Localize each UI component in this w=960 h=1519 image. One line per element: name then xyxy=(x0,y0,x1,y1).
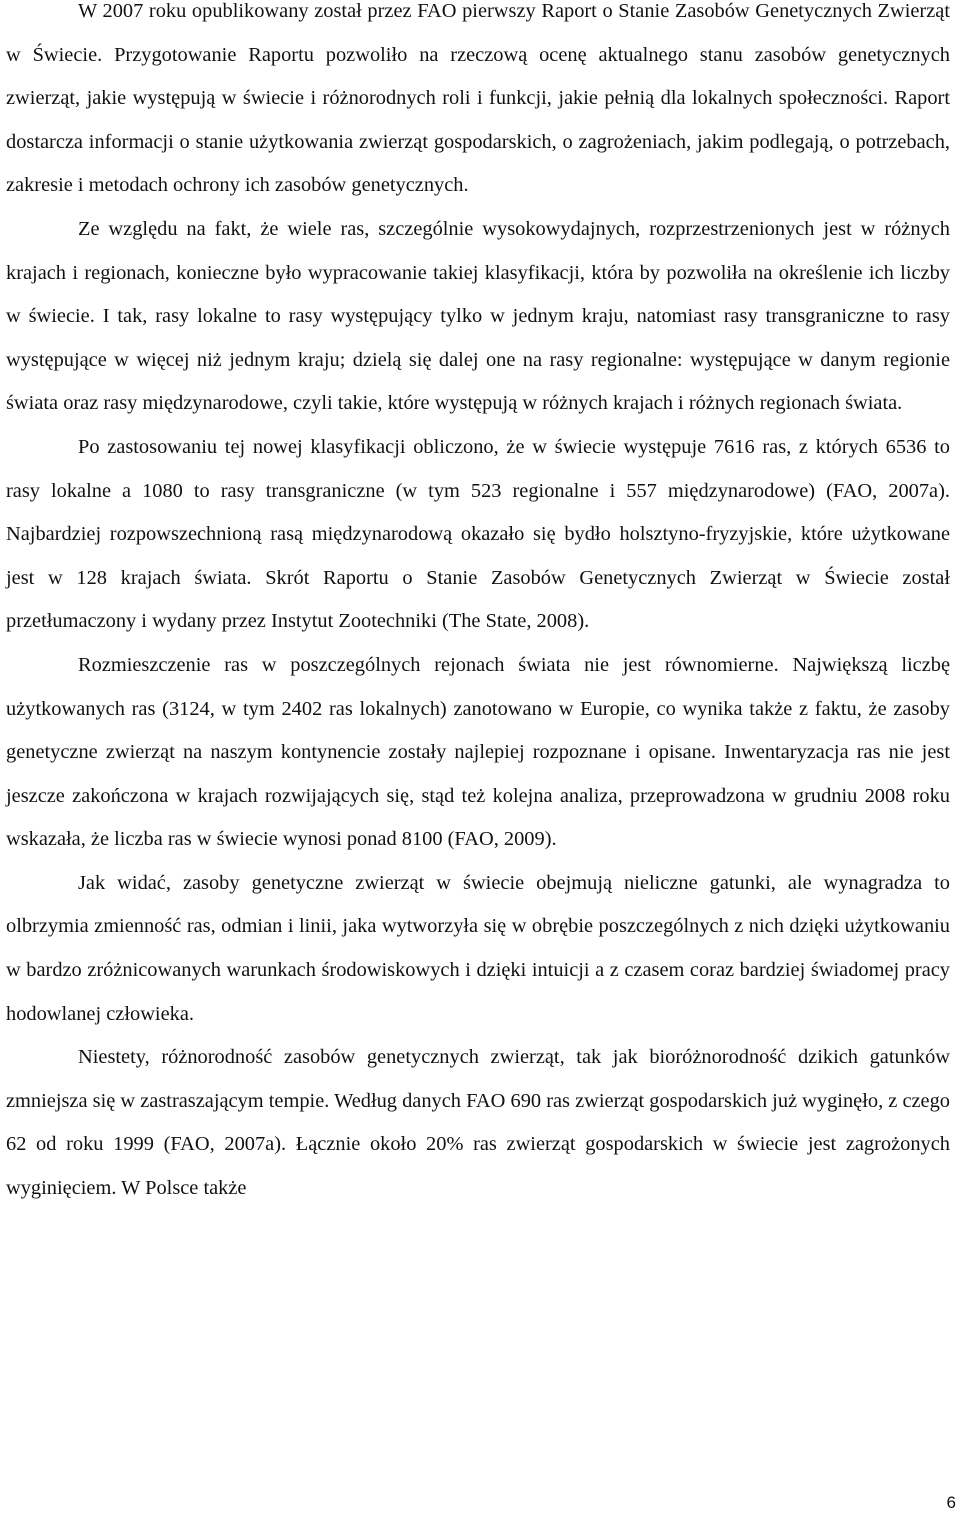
paragraph-3: Po zastosowaniu tej nowej klasyfikacji obliczono, że w świecie występuje 7616 ras, z których 6536 to rasy lokalne a 1080 to rasy transgraniczne (w tym 523 regionalne i 557 międzynarodowe) (FAO, 2007a). Najbardziej rozpowszechnioną rasą międzynarodową okazało się bydło holsztyno-fryzyjskie, które użytkowane jest w 128 krajach świata. Skrót Raportu o Stanie Zasobów Genetycznych Zwierząt w Świecie został przetłumaczony i wydany przez Instytut Zootechniki (The State, 2008). xyxy=(6,435,950,633)
body-text xyxy=(6,0,950,1211)
paragraph-5: Jak widać, zasoby genetyczne zwierząt w świecie obejmują nieliczne gatunki, ale wynagradza to olbrzymia zmienność ras, odmian i linii, jaka wytworzyła się w obrębie poszczególnych z nich dzięki użytkowaniu w bardzo zróżnicowanych warunkach środowiskowych i dzięki intuicji a z czasem coraz bardziej świadomej pracy hodowlanej człowieka. xyxy=(6,871,950,1025)
paragraph-2: Ze względu na fakt, że wiele ras, szczególnie wysokowydajnych, rozprzestrzenionych jest w różnych krajach i regionach, konieczne było wypracowanie takiej klasyfikacji, która by pozwoliła na określenie ich liczby w świecie. I tak, rasy lokalne to rasy występujący tylko w jednym kraju, natomiast rasy transgraniczne to rasy występujące w więcej niż jednym kraju; dzielą się dalej one na rasy regionalne: występujące w danym regionie świata oraz rasy międzynarodowe, czyli takie, które występują w różnych krajach i różnych regionach świata. xyxy=(6,217,950,415)
page-number: 6 xyxy=(946,1493,956,1512)
paragraph-6: Niestety, różnorodność zasobów genetycznych zwierząt, tak jak bioróżnorodność dzikich gatunków zmniejsza się w zastraszającym tempie. Według danych FAO 690 ras zwierząt gospodarskich już wyginęło, z czego 62 od roku 1999 (FAO, 2007a). Łącznie około 20% ras zwierząt gospodarskich w świecie jest zagrożonych wyginięciem. W Polsce także xyxy=(6,1046,950,1200)
paragraph-1: W 2007 roku opublikowany został przez FAO pierwszy Raport o Stanie Zasobów Genetycznych Zwierząt w Świecie. Przygotowanie Raportu pozwoliło na rzeczową ocenę aktualnego stanu zasobów genetycznych zwierząt, jakie występują w świecie i różnorodnych roli i funkcji, jakie pełnią dla lokalnych społeczności. Raport dostarcza informacji o stanie użytkowania zwierząt gospodarskich, o zagrożeniach, jakim podlegają, o potrzebach, zakresie i metodach ochrony ich zasobów genetycznych. xyxy=(6,0,950,197)
paragraph-4: Rozmieszczenie ras w poszczególnych rejonach świata nie jest równomierne. Największą liczbę użytkowanych ras (3124, w tym 2402 ras lokalnych) zanotowano w Europie, co wynika także z faktu, że zasoby genetyczne zwierząt na naszym kontynencie zostały najlepiej rozpoznane i opisane. Inwentaryzacja ras nie jest jeszcze zakończona w krajach rozwijających się, stąd też kolejna analiza, przeprowadzona w grudniu 2008 roku wskazała, że liczba ras w świecie wynosi ponad 8100 (FAO, 2009). xyxy=(6,653,950,851)
